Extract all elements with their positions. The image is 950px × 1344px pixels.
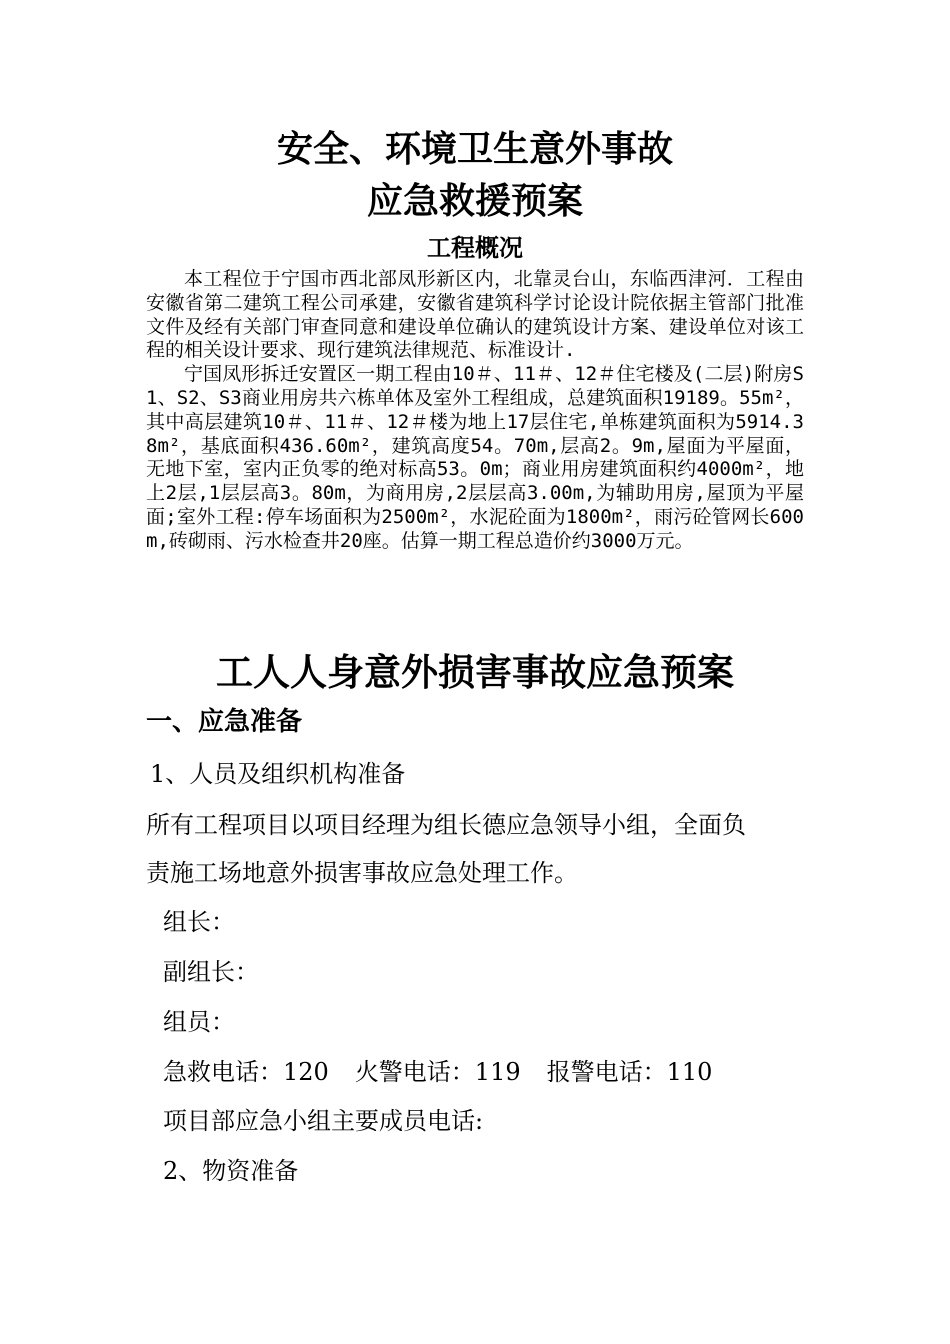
paragraph-line-2: 责施工场地意外损害事故应急处理工作。 — [146, 859, 578, 887]
fire-phone: 火警电话：119 — [354, 1058, 521, 1086]
members-label: 组员： — [163, 1008, 235, 1036]
overview-paragraph-1: 本工程位于宁国市西北部凤形新区内，北靠灵台山，东临西津河．工程由安徽省第二建筑工程公司承建，安徽省建筑科学讨论设计院依据主管部门批准文件及经有关部门审查同意和建设单位确认的建筑设计方案、建设单位对该工程的相关设计要求、现行建筑法律规范、标准设计. — [146, 268, 804, 362]
overview-body — [146, 268, 804, 554]
police-phone: 报警电话：110 — [546, 1058, 713, 1086]
emergency-phones — [163, 1055, 712, 1089]
leader-label: 组长： — [163, 908, 235, 936]
overview-heading: 工程概况 — [427, 234, 523, 262]
plan-title: 工人人身意外损害事故应急预案 — [216, 651, 734, 694]
subsection-personnel: 1、人员及组织机构准备 — [150, 760, 406, 788]
section-heading-emergency-prep: 一、应急准备 — [146, 707, 303, 737]
members-phone-label: 项目部应急小组主要成员电话: — [163, 1107, 484, 1135]
first-aid-phone: 急救电话：120 — [163, 1058, 329, 1086]
overview-paragraph-2: 宁国凤形拆迁安置区一期工程由10＃、11＃、12＃住宅楼及(二层)附房S1、S2、S3商业用房共六栋单体及室外工程组成，总建筑面积19189。55m²，其中高层建筑10＃、11＃、12＃楼为地上17层住宅,单栋建筑面积为5914.38m²，基底面积436.60m²，建筑高度54。70m,层高2。9m,屋面为平屋面，无地下室，室内正负零的绝对标高53。0m；商业用房建筑面积约4000m²，地上2层,1层层高3。80m，为商用房,2层层高3.00m,为辅助用房,屋顶为平屋面;室外工程:停车场面积为2500m²，水泥砼面为1800m²，雨污砼管网长600m,砖砌雨、污水检查井20座。估算一期工程总造价约3000万元。 — [146, 363, 804, 552]
subsection-materials: 2、物资准备 — [163, 1157, 299, 1185]
deputy-leader-label: 副组长： — [163, 958, 259, 986]
document-title-line1: 安全、环境卫生意外事故 — [276, 129, 673, 170]
document-title-line2: 应急救援预案 — [366, 181, 583, 222]
paragraph-line-1: 所有工程项目以项目经理为组长德应急领导小组，全面负 — [146, 811, 746, 839]
